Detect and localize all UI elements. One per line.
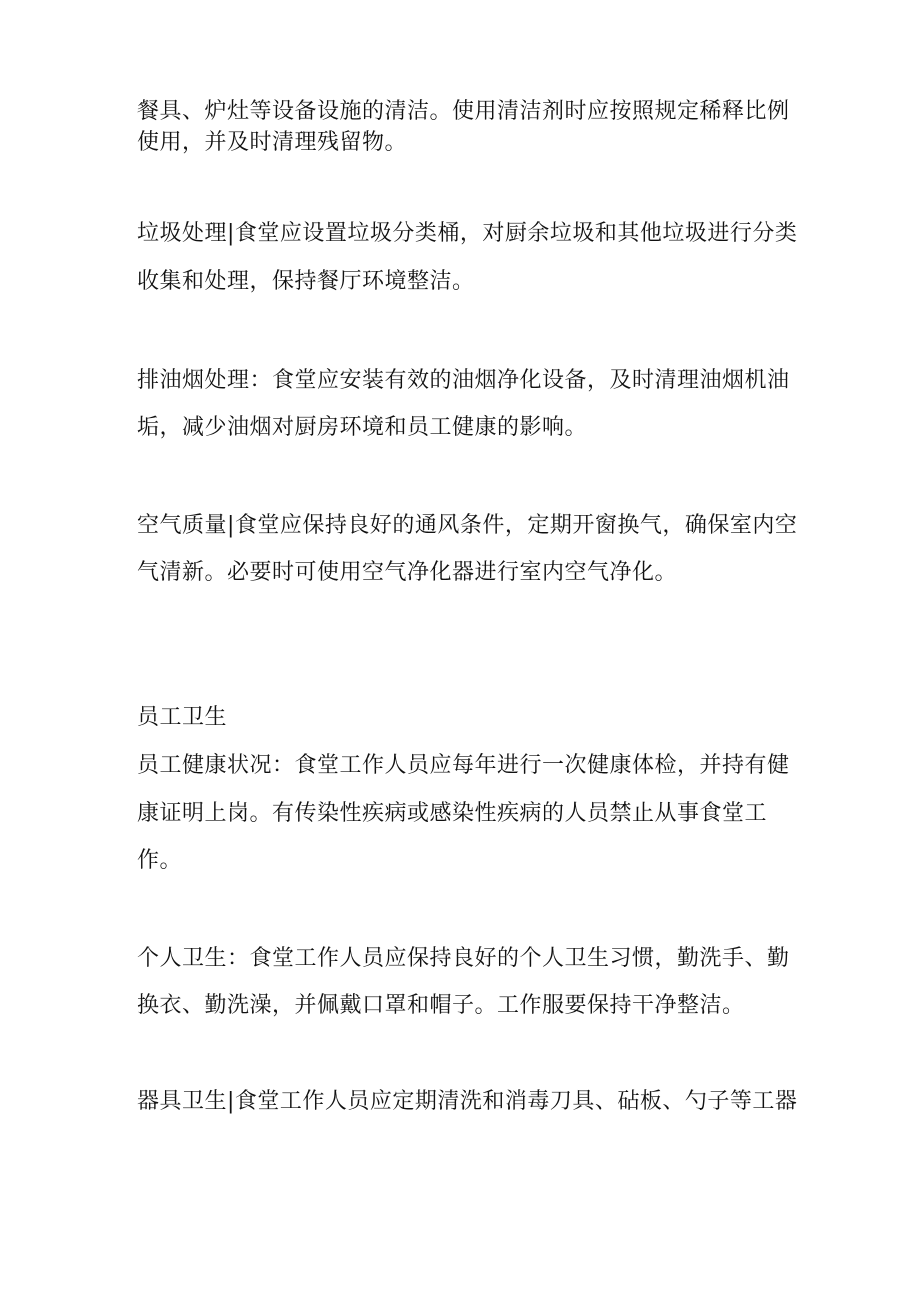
paragraph-3-line-1: 排油烟处理：食堂应安装有效的油烟净化设备，及时清理油烟机油 <box>137 368 790 393</box>
section-paragraph-1-line-2: 康证明上岗。有传染性疾病或感染性疾病的人员禁止从事食堂工 <box>137 801 768 826</box>
section-heading: 员工卫生 <box>137 705 228 730</box>
paragraph-1-line-1: 餐具、炉灶等设备设施的清洁。使用清洁剂时应按照规定稀释比例 <box>137 99 790 124</box>
section-paragraph-1-line-1: 员工健康状况：食堂工作人员应每年进行一次健康体检，并持有健 <box>137 753 790 778</box>
paragraph-2-line-2: 收集和处理，保持餐厅环境整洁。 <box>137 269 475 294</box>
section-paragraph-3-line-1: 器具卫生|食堂工作人员应定期清洗和消毒刀具、砧板、勺子等工器 <box>137 1089 798 1114</box>
paragraph-1-line-2: 使用，并及时清理残留物。 <box>137 130 408 155</box>
paragraph-4-line-2: 气清新。必要时可使用空气净化器进行室内空气净化。 <box>137 560 678 585</box>
paragraph-2-line-1: 垃圾处理|食堂应设置垃圾分类桶，对厨余垃圾和其他垃圾进行分类 <box>137 221 798 246</box>
section-paragraph-2-line-2: 换衣、勤洗澡，并佩戴口罩和帽子。工作服要保持干净整洁。 <box>137 993 745 1018</box>
paragraph-3-line-2: 垢，减少油烟对厨房环境和员工健康的影响。 <box>137 415 588 440</box>
section-paragraph-2-line-1: 个人卫生：食堂工作人员应保持良好的个人卫生习惯，勤洗手、勤 <box>137 946 790 971</box>
section-paragraph-1-line-3: 作。 <box>137 848 183 873</box>
paragraph-4-line-1: 空气质量|食堂应保持良好的通风条件，定期开窗换气，确保室内空 <box>137 513 798 538</box>
